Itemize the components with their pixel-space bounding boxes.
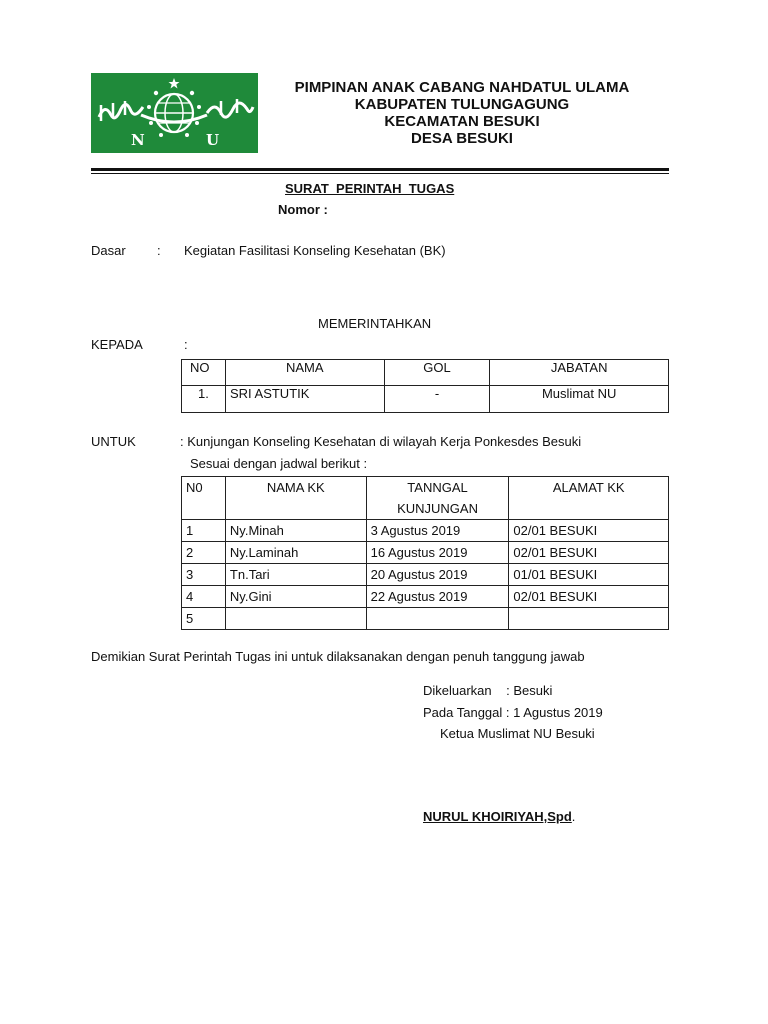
table-row: [182, 608, 669, 630]
cell-nama-kk: Tn.Tari: [225, 564, 366, 586]
cell-no: 5: [182, 608, 226, 630]
cell-no: 2: [182, 542, 226, 564]
logo-letter-n: N: [131, 131, 145, 149]
issued-place: Dikeluarkan : Besuki: [423, 683, 553, 698]
cell-nama-kk: Ny.Minah: [225, 520, 366, 542]
col-header-nama: NAMA: [225, 360, 384, 386]
kepada-colon: :: [184, 337, 188, 352]
dasar-colon: :: [157, 243, 161, 258]
col-header-no: NO: [182, 360, 226, 386]
cell-tanggal: [366, 608, 509, 630]
cell-alamat: 02/01 BESUKI: [509, 520, 669, 542]
letterhead-line-2: KABUPATEN TULUNGAGUNG: [354, 96, 570, 113]
cell-tanggal: 3 Agustus 2019: [366, 520, 509, 542]
col-header-jabatan: JABATAN: [490, 360, 669, 386]
cell-jabatan: Muslimat NU: [490, 386, 669, 413]
nu-emblem-icon: [91, 73, 258, 153]
kepada-table: [181, 359, 669, 413]
col-header-tanggal-kunjungan: [366, 477, 509, 520]
cell-nama: SRI ASTUTIK: [225, 386, 384, 413]
kepada-label: KEPADA: [91, 337, 143, 352]
issued-date: Pada Tanggal : 1 Agustus 2019: [423, 705, 603, 720]
cell-alamat: 01/01 BESUKI: [509, 564, 669, 586]
memerintahkan-heading: MEMERINTAHKAN: [318, 316, 432, 331]
dasar-value: Kegiatan Fasilitasi Konseling Kesehatan (BK): [184, 243, 446, 258]
cell-alamat: 02/01 BESUKI: [509, 586, 669, 608]
cell-no: 4: [182, 586, 226, 608]
col-header-alamat-kk: ALAMAT KK: [509, 477, 669, 520]
table-row: [182, 564, 669, 586]
document-title: SURAT PERINTAH TUGAS: [285, 181, 455, 196]
logo-letter-u: U: [206, 131, 220, 149]
header-rule-thin: [91, 173, 669, 174]
schedule-table-header: [182, 477, 669, 520]
cell-nama-kk: [225, 608, 366, 630]
untuk-value: : Kunjungan Konseling Kesehatan di wilayah Kerja Ponkesdes Besuki: [180, 434, 582, 449]
table-row: [182, 386, 669, 413]
cell-tanggal: 16 Agustus 2019: [366, 542, 509, 564]
header-kunjungan: KUNJUNGAN: [397, 501, 478, 516]
signer-name-suffix: .: [571, 809, 576, 824]
untuk-subtext: Sesuai dengan jadwal berikut :: [190, 456, 368, 471]
signer-title: Ketua Muslimat NU Besuki: [440, 726, 595, 741]
col-header-gol: GOL: [384, 360, 490, 386]
cell-nama-kk: Ny.Gini: [225, 586, 366, 608]
signer-name: NURUL KHOIRIYAH,Spd: [423, 809, 572, 824]
cell-alamat: 02/01 BESUKI: [509, 542, 669, 564]
untuk-label: UNTUK: [91, 434, 136, 449]
letterhead-line-3: KECAMATAN BESUKI: [384, 113, 540, 130]
table-row: [182, 542, 669, 564]
letterhead-line-1: PIMPINAN ANAK CABANG NAHDATUL ULAMA: [294, 79, 630, 96]
header-tanggal: TANNGAL: [407, 480, 468, 495]
cell-tanggal: 20 Agustus 2019: [366, 564, 509, 586]
schedule-table: [181, 476, 669, 630]
col-header-no: N0: [182, 477, 226, 520]
cell-gol: -: [384, 386, 490, 413]
cell-nama-kk: Ny.Laminah: [225, 542, 366, 564]
letterhead-line-4: DESA BESUKI: [411, 130, 513, 147]
cell-alamat: [509, 608, 669, 630]
letterhead: [262, 79, 662, 147]
dasar-label: Dasar: [91, 243, 126, 258]
header-rule-thick: [91, 168, 669, 171]
signer-name-line: [423, 809, 575, 825]
col-header-nama-kk: NAMA KK: [225, 477, 366, 520]
table-row: [182, 586, 669, 608]
cell-no: 3: [182, 564, 226, 586]
table-row: [182, 520, 669, 542]
cell-no: 1.: [182, 386, 226, 413]
nu-logo: [91, 73, 258, 153]
cell-tanggal: 22 Agustus 2019: [366, 586, 509, 608]
document-number: Nomor :: [278, 202, 328, 217]
closing-statement: Demikian Surat Perintah Tugas ini untuk dilaksanakan dengan penuh tanggung jawab: [91, 649, 585, 664]
kepada-table-header: [182, 360, 669, 386]
cell-no: 1: [182, 520, 226, 542]
